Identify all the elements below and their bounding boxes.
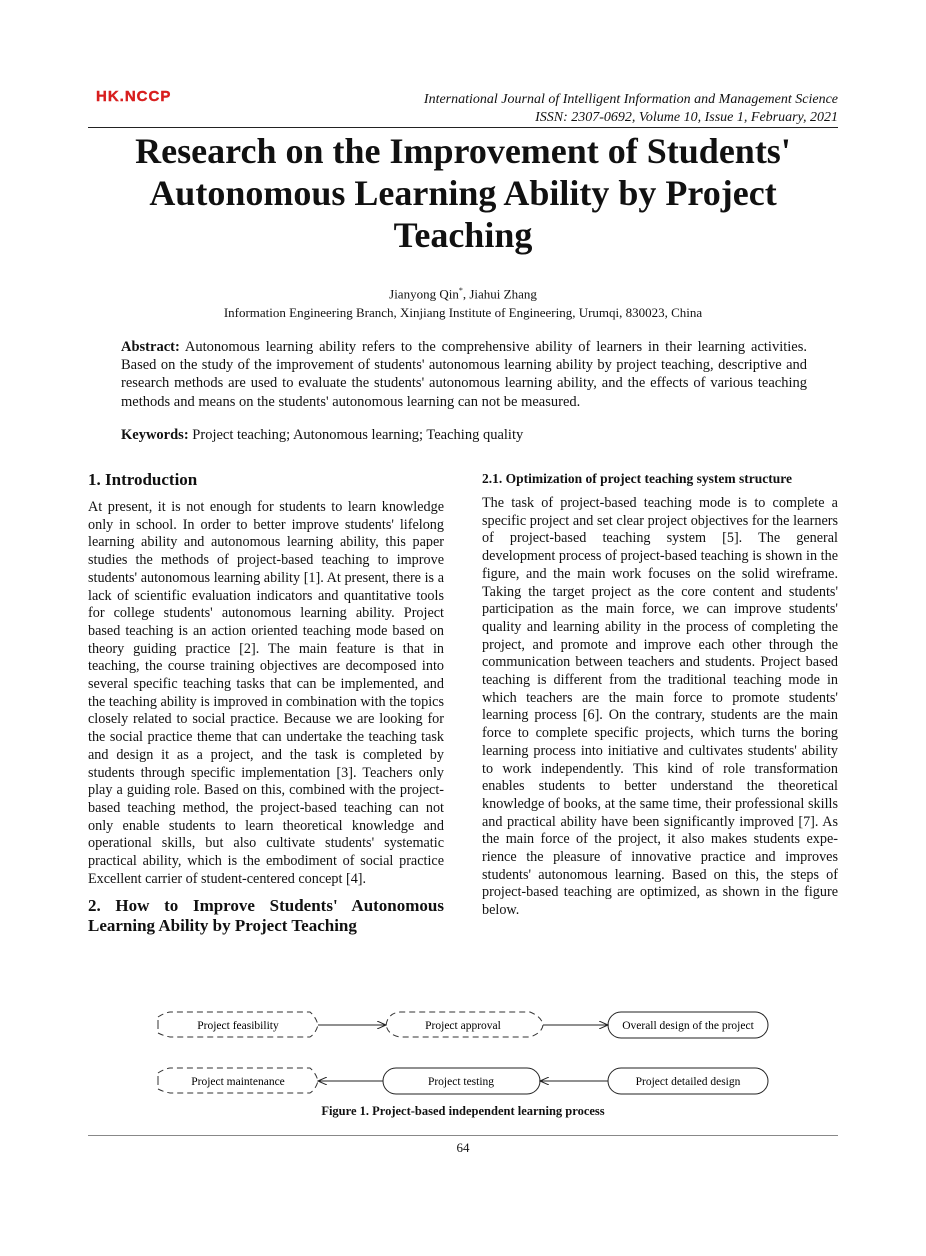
abstract	[121, 338, 807, 411]
figure-caption: Figure 1. Project-based independent learning process	[321, 1104, 605, 1118]
paper-title: Research on the Improvement of Students' Autonomous Learning Ability by Project Teaching	[135, 131, 791, 255]
node-overall-design	[608, 1012, 768, 1038]
intro-paragraph: At present, it is not enough for students to learn knowledge only in school. In order to better improve students' lifelong learning ability and autonomous learning ability, this paper studies the methods of project-based teaching to improve students' autonomous learning ability [1]. At present, there is a lack of scientific evaluation indicators and quantitative tools for college students' autonomous learning ability. Project based teaching is an action oriented teaching mode based on theory guiding practice [2]. The main feature is that in teaching, the course training objectives are decomposed into several specific teaching tasks that can be implemented, and the teaching ability is improved in combination with the topics closely related to social practice. Because we are looking for the social practice theme that can undertake the teaching task and design it as a project, and the task is completed by students through specific implementation [3]. Teachers only play a guiding role. Based on this, combined with the project-based teaching method, the project-based teaching can not only enable students to learn theoretical knowledge and operational skills, but also cultivate students' systematic practical ability, which is the embodiment of social practice Excellent carrier of student-centered concept [4].	[88, 499, 444, 887]
left-column	[88, 470, 444, 936]
node-label-feasibility: Project feasibility	[197, 1020, 279, 1032]
node-label-overall: Overall design of the project	[622, 1020, 754, 1032]
node-project-feasibility	[158, 1012, 318, 1037]
intro-heading: 1. Introduction	[88, 470, 198, 489]
node-project-maintenance	[158, 1068, 318, 1093]
abstract-label: Abstract:	[121, 339, 180, 355]
journal-name: International Journal of Intelligent Information and Management Science	[423, 92, 838, 107]
publisher-logo: HK.NCCP	[96, 88, 172, 105]
node-project-testing	[383, 1068, 540, 1094]
right-column	[482, 470, 838, 920]
node-detailed-design	[608, 1068, 768, 1094]
affiliation: Information Engineering Branch, Xinjiang Institute of Engineering, Urumqi, 830023, China	[223, 305, 703, 320]
node-label-approval: Project approval	[425, 1020, 501, 1032]
node-label-maintenance: Project maintenance	[191, 1076, 285, 1088]
keywords-text: Project teaching; Autonomous learning; Teaching quality	[188, 427, 524, 443]
authors	[0, 286, 926, 302]
abstract-text: Autonomous learning ability refers to the comprehensive ability of learners in their learning activities. Based on the study of the improvement of students' autonomous learning ability by project teaching, descriptive and research methods are used to evaluate the students' autonomous learning ability, and the effects of various teaching methods and means on the students' autonomous learning can not be measured.	[121, 339, 807, 410]
page-number: 64	[456, 1140, 470, 1155]
author-first: Jianyong Qin	[389, 286, 459, 302]
section2-heading: 2. How to Improve Students' Autonomous Learning Ability by Project Teaching	[88, 896, 444, 936]
author-rest: , Jiahui Zhang	[462, 286, 537, 302]
corresponding-mark: *	[458, 286, 463, 295]
keywords	[121, 427, 807, 444]
keywords-label: Keywords:	[121, 427, 189, 443]
section21-heading: 2.1. Optimization of project teaching system structure	[482, 471, 792, 486]
node-label-testing: Project testing	[427, 1076, 495, 1088]
section21-paragraph: The task of project-based teaching mode is to complete a specific project and set clear project objectives for the learners of project-based teaching system [5]. The general development process of project-based teaching is shown in the figure, and the main work focuses on the solid wireframe. Taking the target project as the core content and students' participation as the main force, we can improve students' quality and learning ability in the process of completing the project, and promote and improve each other through the communication between teachers and students. Project based teaching is different from the traditional teaching mode in which teachers are the main force to promote students' learning process [6]. On the contrary, students are the main force to complete specific projects, which turns the boring learning process into initiative and cultivates students' ability to work independently. This kind of role transformation enables students to better understand the theoretical knowledge of books, at the same time, their professional skills and practical ability have been significantly improved [7]. As the main force of the project, it also makes students experience the pleasure of innovative practice and improves students' autonomous learning. Based on this, the steps of project-based teaching are optimized, as shown in the figure below.	[482, 495, 838, 919]
figure-1-flowchart	[150, 1005, 780, 1100]
node-label-detailed: Project detailed design	[635, 1076, 741, 1088]
footer-rule	[88, 1135, 838, 1136]
header-rule	[88, 127, 838, 128]
journal-issue: ISSN: 2307-0692, Volume 10, Issue 1, February, 2021	[535, 110, 838, 125]
journal-header	[424, 91, 838, 127]
node-project-approval	[386, 1012, 543, 1037]
